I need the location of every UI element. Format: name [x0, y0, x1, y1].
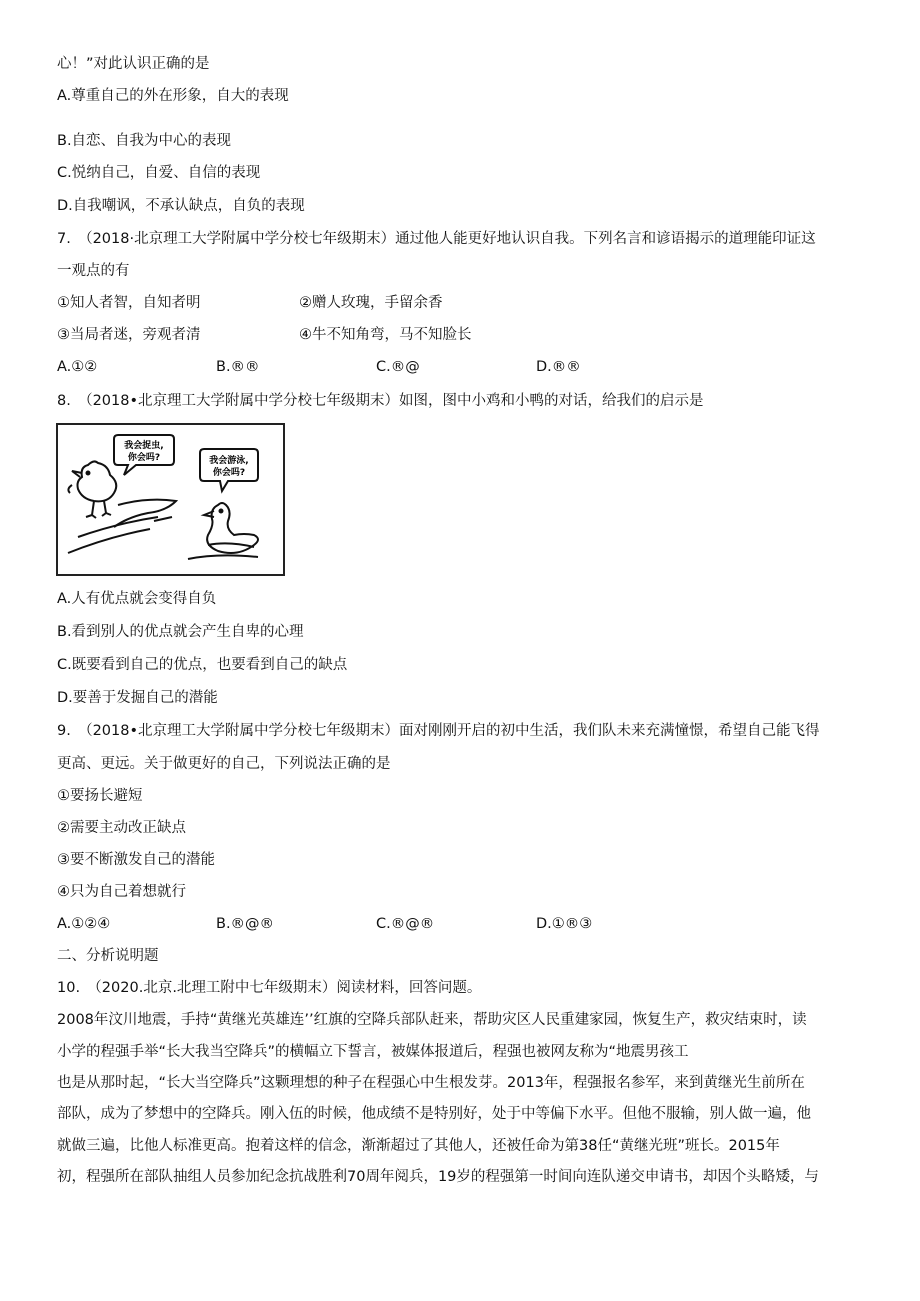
- question-9-stem: 9. （2018•北京理工大学附属中学分校七年级期末）面对刚刚开启的初中生活，我们队未来充满憧憬，希望自己能飞得: [57, 723, 820, 739]
- q9-choice-d: D.①®③: [536, 916, 593, 932]
- q7-choice-c: C.®@: [376, 359, 420, 375]
- material-line-3: 也是从那时起，“长大当空降兵”这颗理想的种子在程强心中生根发芽。2013年，程强报名参军，来到黄继光生前所在: [57, 1075, 805, 1091]
- q9-choice-c: C.®@®: [376, 916, 435, 932]
- option-c: C.悦纳自己，自爱、自信的表现: [57, 165, 261, 181]
- chick-duck-illustration: [58, 425, 283, 574]
- chick-bubble-line-2: 你会吗?: [127, 453, 161, 463]
- q7-item-2: ②赠人玫瑰，手留余香: [299, 295, 443, 311]
- q9-choice-b: B.®@®: [216, 916, 275, 932]
- material-line-2: 小学的程强手举“长大我当空降兵”的横幅立下誓言，被媒体报道后，程强也被网友称为“地震男孩工: [57, 1044, 689, 1060]
- cartoon-figure: [56, 423, 285, 576]
- material-line-5: 就做三遍，比他人标准更高。抱着这样的信念，渐渐超过了其他人，还被任命为第38任“黄继光班”班长。2015年: [57, 1138, 780, 1154]
- q7-item-3: ③当局者迷，旁观者清: [57, 327, 201, 343]
- question-8-stem: 8. （2018•北京理工大学附属中学分校七年级期末）如图，图中小鸡和小鸭的对话，给我们的启示是: [57, 393, 704, 409]
- option-line: 心！”对此认识正确的是: [57, 56, 210, 72]
- q9-choice-a: A.①②④: [57, 916, 111, 932]
- q8-choice-d: D.要善于发掘自己的潜能: [57, 690, 218, 706]
- question-7-stem: 7. （2018·北京理工大学附属中学分校七年级期末）通过他人能更好地认识自我。下列名言和谚语揭示的道理能印证这: [57, 231, 816, 247]
- q7-choice-a: A.①②: [57, 359, 98, 375]
- question-7-stem-cont: 一观点的有: [57, 263, 130, 279]
- q8-choice-b: B.看到别人的优点就会产生自卑的心理: [57, 624, 304, 640]
- option-d: D.自我嘲讽，不承认缺点，自负的表现: [57, 198, 305, 214]
- q9-item-4: ④只为自己着想就行: [57, 884, 186, 900]
- chick-bubble-line-1: 我会捉虫,: [124, 441, 164, 451]
- duck-bubble-line-2: 你会吗?: [212, 468, 246, 478]
- q8-choice-a: A.人有优点就会变得自负: [57, 591, 217, 607]
- q8-choice-c: C.既要看到自己的优点，也要看到自己的缺点: [57, 657, 348, 673]
- q7-choice-b: B.®®: [216, 359, 260, 375]
- option-a: A.尊重自己的外在形象，自大的表现: [57, 88, 289, 104]
- q9-item-2: ②需要主动改正缺点: [57, 820, 186, 836]
- q9-item-3: ③要不断激发自己的潜能: [57, 852, 215, 868]
- material-line-1: 2008年汶川地震，手持“黄继光英雄连’’红旗的空降兵部队赶来，帮助灾区人民重建家园，恢复生产，救灾结束时，读: [57, 1012, 807, 1028]
- question-9-stem-cont: 更高、更远。关于做更好的自己，下列说法正确的是: [57, 756, 391, 772]
- q7-item-1: ①知人者智，自知者明: [57, 295, 201, 311]
- section-heading: 二、分析说明题: [57, 948, 159, 964]
- material-line-6: 初，程强所在部队抽组人员参加纪念抗战胜利70周年阅兵，19岁的程强第一时间向连队递交申请书，却因个头略矮，与: [57, 1169, 819, 1185]
- material-line-4: 部队，成为了梦想中的空降兵。刚入伍的时候，他成绩不是特别好，处于中等偏下水平。但他不服输，别人做一遍，他: [57, 1106, 811, 1122]
- option-b: B.自恋、自我为中心的表现: [57, 133, 232, 149]
- chick-drawing: [68, 461, 116, 518]
- q7-choice-d: D.®®: [536, 359, 581, 375]
- question-10-stem: 10. （2020.北京.北理工附中七年级期末）阅读材料，回答问题。: [57, 980, 482, 996]
- q9-item-1: ①要扬长避短: [57, 788, 143, 804]
- duck-bubble-line-1: 我会游泳,: [209, 456, 249, 466]
- q7-item-4: ④牛不知角弯，马不知脸长: [299, 327, 472, 343]
